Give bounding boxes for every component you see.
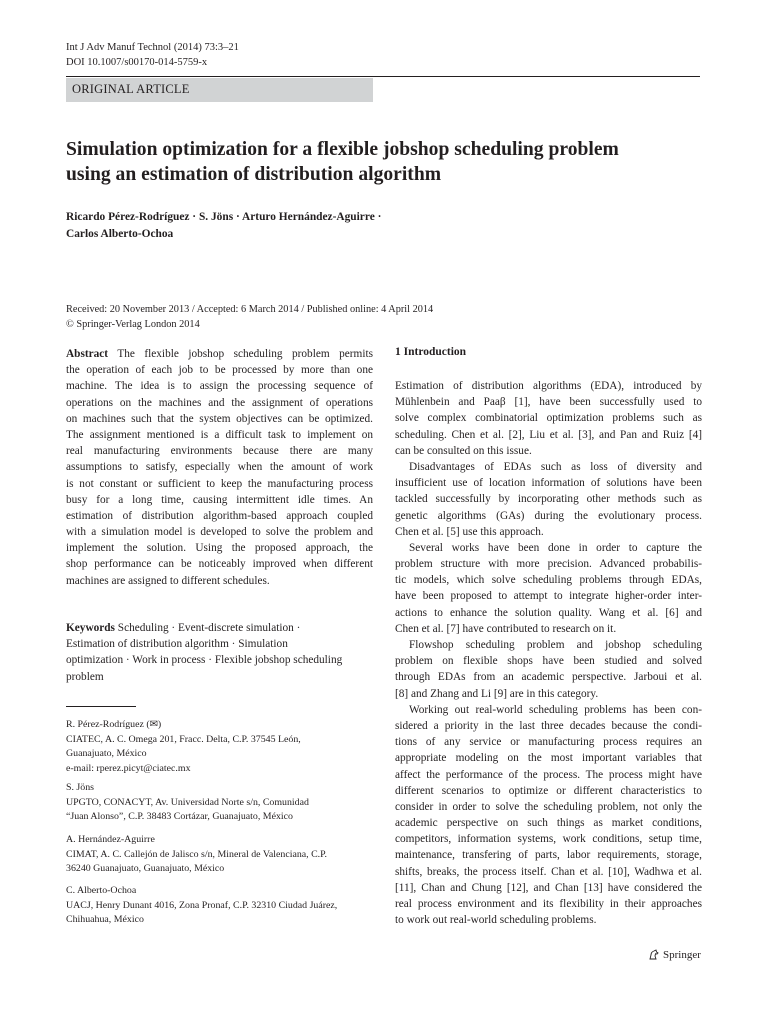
intro-line: different scenarios to optimize or different characteristics to — [395, 784, 702, 797]
affiliation-line: Chihuahua, México — [66, 914, 144, 925]
intro-line: Working out real-world scheduling problems has been con- — [409, 703, 702, 716]
paper-title — [66, 137, 716, 187]
abstract — [66, 346, 373, 589]
intro-line: shifts, breaks, the process itself. Chan et al. [10], Wadhwa et al. — [395, 865, 702, 878]
abstract-text: The flexible jobshop scheduling problem permits — [117, 348, 373, 360]
keywords — [66, 620, 373, 685]
affiliation-block — [66, 833, 327, 877]
author-list — [66, 209, 706, 243]
affiliation-line: S. Jöns — [66, 782, 94, 793]
intro-line: have been proposed to attempt to integrate higher-order inter- — [395, 590, 702, 603]
intro-line: competitors, information systems, work conditions, setup time, — [395, 833, 702, 846]
abstract-line: with a simulation model is developed to solve the problem and — [66, 526, 373, 539]
springer-horse-icon — [648, 949, 660, 961]
intro-line: actions to enhance the solution quality. Wang et al. [6] and — [395, 606, 702, 619]
affiliation-block — [66, 781, 309, 825]
abstract-line: machine. The idea is to assign the processing sequence of — [66, 380, 373, 393]
intro-line: appropriate modeling on the most important variables that — [395, 752, 702, 765]
abstract-line: the operation of each job to be processed by more than one — [66, 364, 373, 377]
abstract-label: Abstract — [66, 348, 109, 360]
intro-line: can be consulted on this issue. — [395, 444, 532, 457]
doi[interactable]: DOI 10.1007/s00170-014-5759-x — [66, 57, 208, 68]
abstract-line: is not constant or sufficient to keep the manufacturing process — [66, 477, 373, 490]
abstract-line: on machines such that the system objectives can be optimized. — [66, 412, 373, 425]
affiliation-line: C. Alberto-Ochoa — [66, 885, 137, 896]
affiliation-line: R. Pérez-Rodríguez (✉) — [66, 719, 162, 730]
section-heading-introduction: 1 Introduction — [395, 346, 467, 358]
publication-dates — [66, 303, 433, 332]
abstract-line: shop performance can be noticeably improved when different — [66, 558, 373, 571]
intro-line: Several works have been done in order to capture the — [409, 541, 702, 554]
intro-line: genetic algorithms (GAs) during the evolutionary process. — [395, 509, 702, 522]
affiliation-separator — [66, 706, 136, 707]
intro-line: affect the performance of the process. The process might have — [395, 768, 702, 781]
abstract-line: machines are assigned to different schedules. — [66, 574, 270, 587]
keywords-line: optimization · Work in process · Flexible jobshop scheduling — [66, 654, 343, 667]
publisher-logo — [648, 949, 701, 961]
intro-line: [8] and Zhang and Li [9] are in this category. — [395, 687, 599, 700]
intro-line: sidered a priority in the last three decades because the condi- — [395, 719, 702, 732]
abstract-line: estimation of distribution algorithm-based approach coupled — [66, 509, 373, 522]
keywords-label: Keywords — [66, 622, 115, 634]
intro-line: Disadvantages of EDAs such as loss of diversity and — [409, 460, 702, 473]
affiliation-line: CIATEC, A. C. Omega 201, Fracc. Delta, C.P. 37545 León, — [66, 733, 301, 745]
intro-line: Estimation of distribution algorithms (EDA), introduced by — [395, 380, 702, 392]
publisher-name: Springer — [663, 949, 701, 961]
author-line: Ricardo Pérez-Rodríguez · S. Jöns · Arturo Hernández-Aguirre · — [66, 211, 382, 223]
affiliation-line: A. Hernández-Aguirre — [66, 834, 155, 845]
abstract-line: operations on the machines and the assignment of operations — [66, 396, 373, 409]
intro-line: maintenance, transfering of parts, labor requirements, storage, — [395, 849, 702, 862]
intro-line: problem structure with more precision. Advanced probabilis- — [395, 558, 702, 571]
received-line: Received: 20 November 2013 / Accepted: 6 March 2014 / Published online: 4 April 2014 — [66, 304, 434, 315]
keywords-line: problem — [66, 670, 104, 683]
introduction-body — [395, 378, 702, 928]
copyright-line: © Springer-Verlag London 2014 — [66, 318, 200, 330]
author-line: Carlos Alberto-Ochoa — [66, 228, 174, 240]
affiliation-line: “Juan Alonso”, C.P. 38483 Cortázar, Guanajuato, México — [66, 811, 293, 822]
intro-line: Flowshop scheduling problem and jobshop scheduling — [409, 639, 702, 651]
affiliation-line: 36240 Guanajuato, Guanajuato, México — [66, 863, 225, 874]
keywords-line: Estimation of distribution algorithm · Simulation — [66, 638, 288, 651]
title-line: Simulation optimization for a flexible jobshop scheduling problem — [66, 139, 619, 160]
journal-citation: Int J Adv Manuf Technol (2014) 73:3–21 — [66, 42, 239, 53]
affiliation-line: UPGTO, CONACYT, Av. Universidad Norte s/n, Comunidad — [66, 796, 309, 808]
affiliation-line: CIMAT, A. C. Callejón de Jalisco s/n, Mineral de Valenciana, C.P. — [66, 848, 328, 860]
article-type-band — [66, 78, 373, 102]
abstract-line: real manufacturing environments because there are many — [66, 445, 373, 458]
intro-line: problem on flexible shops have been studied and solved — [395, 655, 702, 668]
header-rule — [66, 76, 700, 77]
keywords-text: Scheduling · Event-discrete simulation · — [117, 622, 301, 634]
article-type-label: ORIGINAL ARTICLE — [72, 82, 190, 96]
abstract-first-line — [66, 346, 373, 362]
intro-line: tic models, which solve scheduling problems through EDAs, — [395, 574, 702, 587]
intro-line: through EDAs from an academic perspective. Jarboui et al. — [395, 671, 702, 684]
email-line[interactable]: e-mail: rperez.picyt@ciatec.mx — [66, 762, 191, 774]
intro-line: [11], Chan and Chung [12], and Chan [13] have considered the — [395, 881, 702, 894]
abstract-line: implement the solution. Using the proposed approach, the — [66, 542, 373, 555]
abstract-line: busy for a long time, causing intermittent idle times. An — [66, 493, 373, 506]
affiliation-block — [66, 718, 301, 776]
abstract-line: assumptions to satisfy, especially when the amount of work — [66, 461, 373, 474]
intro-line: tions of any service or manufacturing process requires an — [395, 736, 702, 749]
keywords-first-line — [66, 620, 373, 636]
affiliation-line: Guanajuato, México — [66, 748, 147, 759]
intro-line: Mühlenbein and Paaβ [1], have been successfully used to — [395, 396, 702, 409]
intro-line: to work out real-world scheduling problems. — [395, 914, 597, 927]
intro-line: tackled successfully by incorporating other methods such as — [395, 493, 702, 506]
affiliation-line: UACJ, Henry Dunant 4016, Zona Pronaf, C.P. 32310 Ciudad Juárez, — [66, 899, 338, 911]
intro-line: scheduling. Chen et al. [2], Liu et al. [3], and Pan and Ruiz [4] — [395, 428, 702, 441]
intro-line: real process environment and its flexibility in their approaches — [395, 898, 702, 910]
intro-line: Chen et al. [5] use this approach. — [395, 525, 544, 538]
intro-line: solve complex combinatorial optimization problems such as — [395, 412, 702, 425]
abstract-line: The assignment mentioned is a difficult task to implement on — [66, 428, 373, 441]
affiliation-block — [66, 884, 337, 928]
title-line: using an estimation of distribution algorithm — [66, 164, 442, 185]
intro-line: academic perspective on such things as market conditions, — [395, 817, 702, 830]
intro-line: consider in order to solve the scheduling problem, not only the — [395, 800, 702, 813]
intro-line: Chen et al. [7] have contributed to research on it. — [395, 622, 617, 635]
intro-line: insufficient use of location information of solutions have been — [395, 477, 702, 490]
